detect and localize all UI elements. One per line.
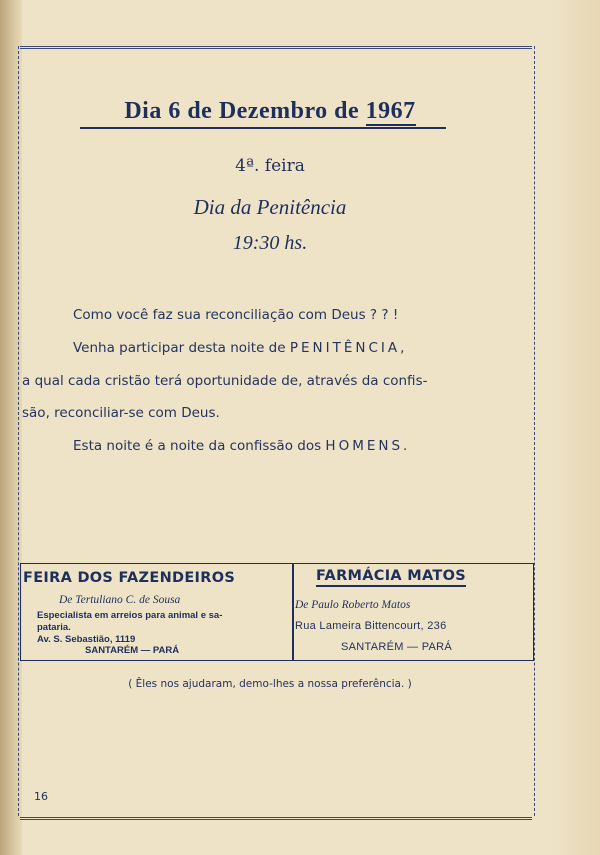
- title-date: Dia 6 de Dezembro de: [124, 98, 360, 124]
- body-line-3: a qual cada cristão terá oportunidade de, através da confis-: [22, 373, 428, 389]
- body-line-2-text: Venha participar desta noite de: [73, 340, 286, 356]
- ad-1-address: Av. S. Sebastião, 1119: [37, 634, 136, 645]
- title-underline: [80, 127, 446, 129]
- ad-divider: [292, 564, 294, 660]
- body-line-5-emphasis: HOMENS.: [325, 438, 411, 454]
- body-line-1: Como você faz sua reconciliação com Deus ? ? !: [73, 307, 399, 323]
- ad-1-description-2: pataria.: [37, 622, 71, 633]
- ad-2-city: SANTARÉM — PARÁ: [341, 641, 453, 653]
- advertisement-box: [20, 563, 534, 661]
- page-title: [0, 98, 540, 125]
- ad-1-name: FEIRA DOS FAZENDEIROS: [23, 570, 236, 586]
- ad-2-address: Rua Lameira Bittencourt, 236: [295, 620, 447, 632]
- event-time: 19:30 hs.: [232, 232, 308, 254]
- title-year: 1967: [365, 98, 416, 124]
- ad-1-description-1: Especialista em arreios para animal e sa-: [37, 610, 223, 621]
- page-number: 16: [34, 790, 48, 803]
- ad-2-name: FARMÁCIA MATOS: [316, 568, 466, 587]
- body-line-5: [73, 438, 410, 454]
- body-line-2: [73, 340, 407, 356]
- event-name: Dia da Penitência: [193, 195, 347, 219]
- weekday: 4ª. feira: [235, 156, 305, 176]
- body-line-2-emphasis: PENITÊNCIA,: [289, 340, 408, 356]
- page-edge: [550, 0, 600, 855]
- ad-2-owner: De Paulo Roberto Matos: [295, 599, 411, 611]
- ad-1-city: SANTARÉM — PARÁ: [85, 645, 180, 656]
- footer-note: ( Êles nos ajudaram, demo-lhes a nossa preferência. ): [128, 678, 412, 690]
- body-line-5-text: Esta noite é a noite da confissão dos: [73, 438, 322, 454]
- body-line-4: são, reconciliar-se com Deus.: [22, 405, 220, 421]
- ad-1-owner: De Tertuliano C. de Sousa: [59, 594, 181, 606]
